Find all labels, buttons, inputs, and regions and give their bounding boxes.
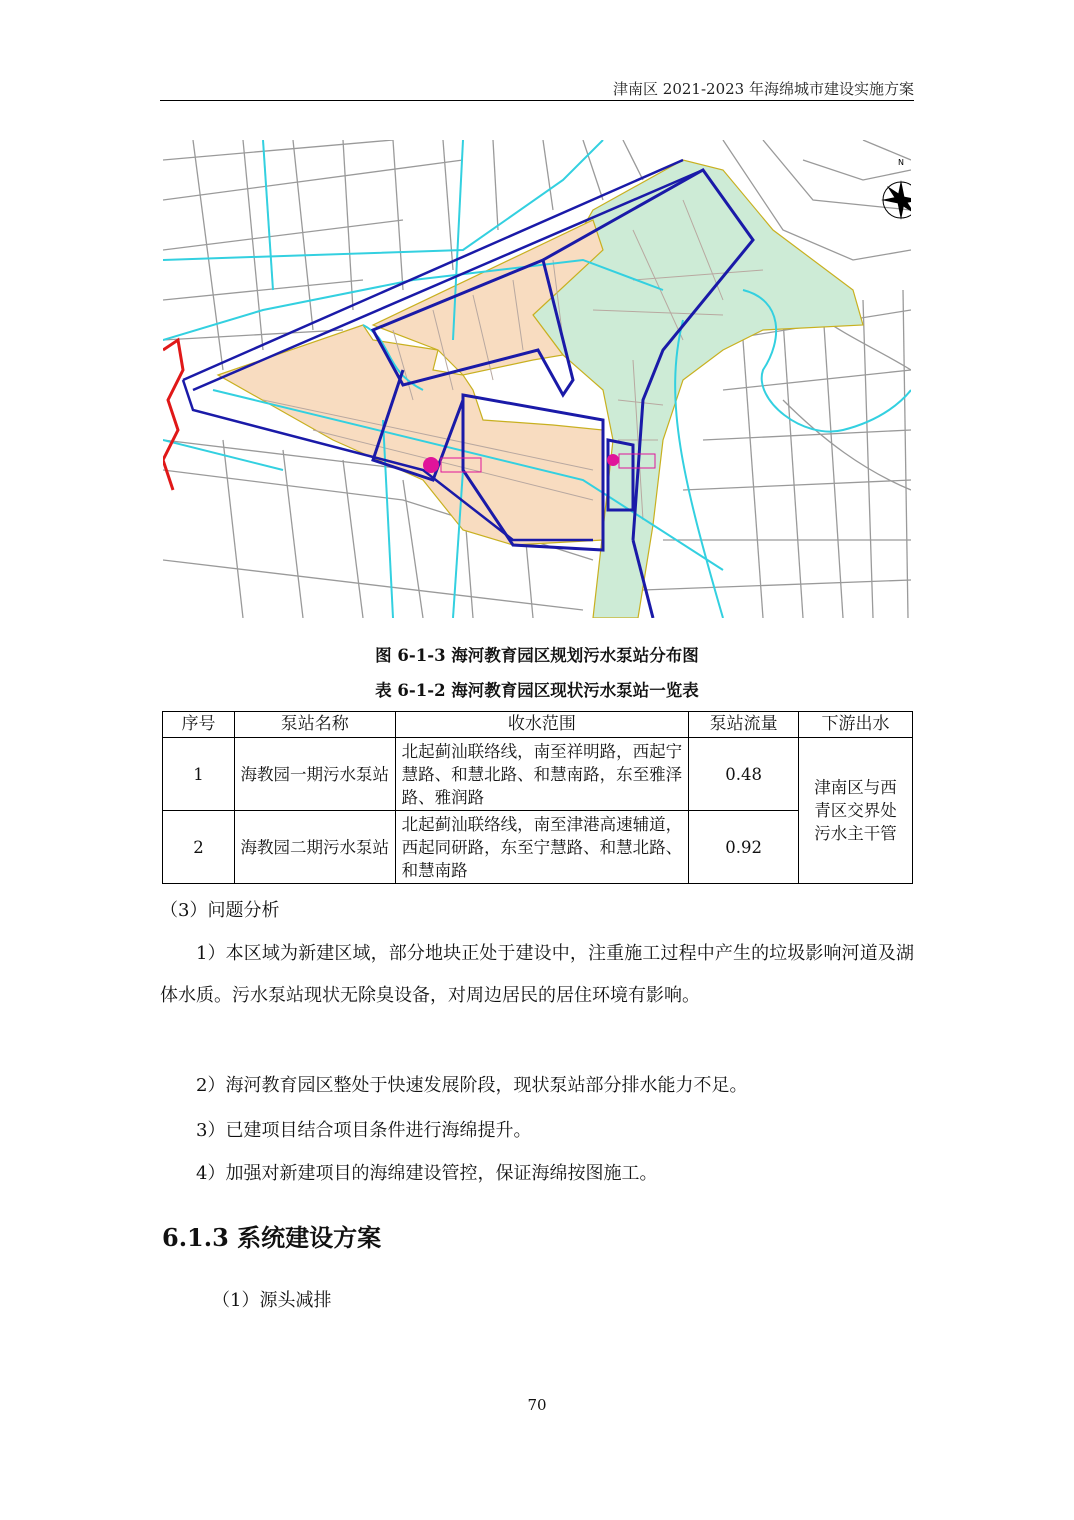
problem-item-4: 4）加强对新建项目的海绵建设管控，保证海绵按图施工。: [196, 1163, 658, 1184]
svg-text:N: N: [898, 158, 904, 167]
header-cell: 序号: [163, 712, 235, 738]
row-number: 1: [163, 738, 235, 811]
collection-scope: 北起蓟汕联络线，南至津港高速辅道，西起同研路，东至宁慧路、和慧北路、和慧南路: [395, 811, 689, 884]
header-cell: 泵站名称: [234, 712, 395, 738]
header-cell: 下游出水: [799, 712, 913, 738]
problem-item-2: 2）海河教育园区整处于快速发展阶段，现状泵站部分排水能力不足。: [196, 1075, 748, 1096]
table-row: [163, 738, 913, 811]
header-cell: 收水范围: [395, 712, 689, 738]
subsection-title-problems: （3）问题分析: [160, 900, 280, 921]
collection-scope: 北起蓟汕联络线，南至祥明路，西起宁慧路、和慧北路、和慧南路，东至雅泽路、雅润路: [395, 738, 689, 811]
page-header: [160, 66, 914, 101]
station-name: 海教园二期污水泵站: [234, 811, 395, 884]
figure-caption: 图 6-1-3 海河教育园区规划污水泵站分布图: [375, 646, 699, 665]
subsection-title-source-reduction: （1）源头减排: [212, 1290, 332, 1311]
problem-item-3: 3）已建项目结合项目条件进行海绵提升。: [196, 1120, 532, 1141]
station-flow: 0.92: [689, 811, 799, 884]
header-title: 津南区 2021-2023 年海绵城市建设实施方案: [613, 80, 914, 98]
downstream-outlet: 津南区与西青区交界处污水主干管: [799, 738, 913, 884]
station-name: 海教园一期污水泵站: [234, 738, 395, 811]
pump-station-table: [162, 711, 913, 884]
station-flow: 0.48: [689, 738, 799, 811]
problem-item-1: 1）本区域为新建区域，部分地块正处于建设中，注重施工过程中产生的垃圾影响河道及湖体水质。污水泵站现状无除臭设备，对周边居民的居住环境有影响。: [160, 943, 914, 1006]
table-caption: 表 6-1-2 海河教育园区现状污水泵站一览表: [375, 681, 699, 700]
table-header-row: [163, 712, 913, 738]
section-heading: 6.1.3 系统建设方案: [162, 1223, 382, 1252]
header-cell: 泵站流量: [689, 712, 799, 738]
row-number: 2: [163, 811, 235, 884]
sewage-pump-station-map: [163, 140, 911, 618]
page-number: 70: [527, 1396, 547, 1414]
